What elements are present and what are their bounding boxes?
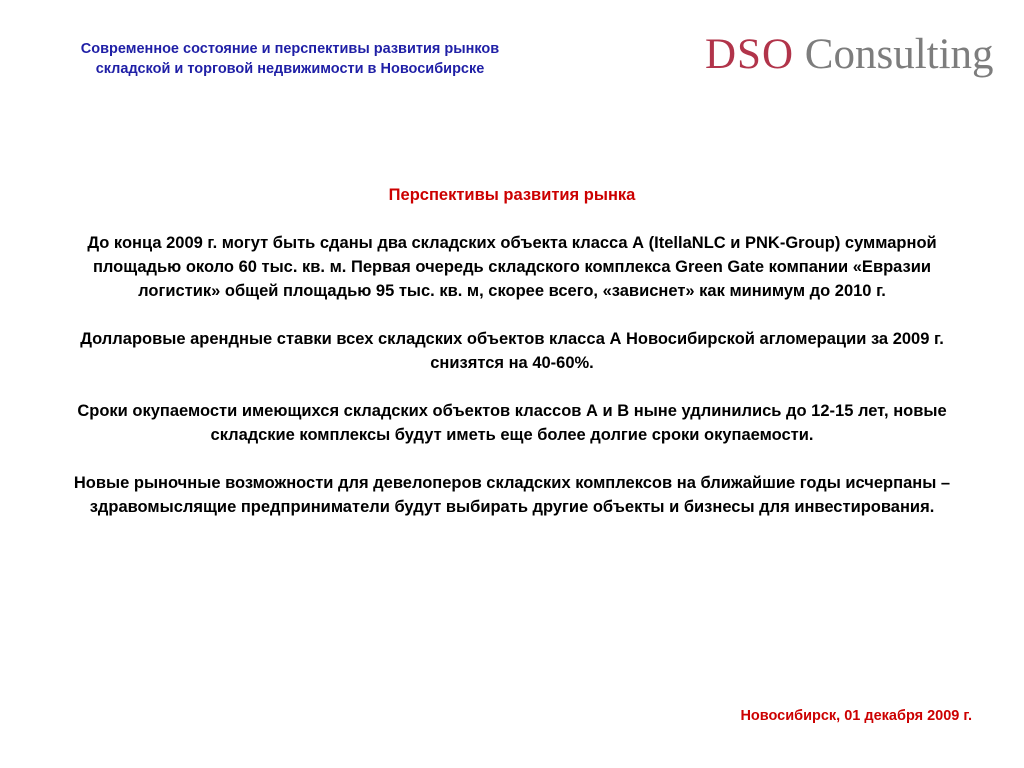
- presentation-title-line-2: складской и торговой недвижимости в Новосибирске: [95, 61, 485, 77]
- paragraph-new-supply: До конца 2009 г. могут быть сданы два складских объекта класса А (ItellaNLC и PNK-Group) суммарной площадью около 60 тыс. кв. м. Первая очередь складского комплекса Green Gate компании «Евразии логистик» общей площадью 95 тыс. кв. м, скорее всего, «зависнет» как минимум до 2010 г.: [87, 234, 937, 300]
- presentation-title: [20, 39, 560, 79]
- section-heading: Перспективы развития рынка: [388, 186, 636, 204]
- dso-consulting-logo: [705, 30, 994, 80]
- presentation-title-line-1: Современное состояние и перспективы развития рынков: [80, 41, 500, 57]
- logo-dso-text: DSO: [705, 31, 795, 78]
- footer-place-date: Новосибирск, 01 декабря 2009 г.: [740, 708, 972, 724]
- paragraph-developer-opportunities: Новые рыночные возможности для девелоперов складских комплексов на ближайшие годы исчерпаны – здравомыслящие предприниматели будут выбирать другие объекты и бизнесы для инвестирования.: [73, 474, 951, 516]
- paragraph-payback-period: Сроки окупаемости имеющихся складских объектов классов А и В ныне удлинились до 12-15 лет, новые складские комплексы будут иметь еще более долгие сроки окупаемости.: [77, 402, 947, 444]
- logo-consulting-text: Consulting: [804, 31, 994, 78]
- paragraph-rental-rates: Долларовые арендные ставки всех складских объектов класса А Новосибирской агломерации за 2009 г. снизятся на 40-60%.: [80, 330, 944, 372]
- slide-body: [60, 183, 964, 543]
